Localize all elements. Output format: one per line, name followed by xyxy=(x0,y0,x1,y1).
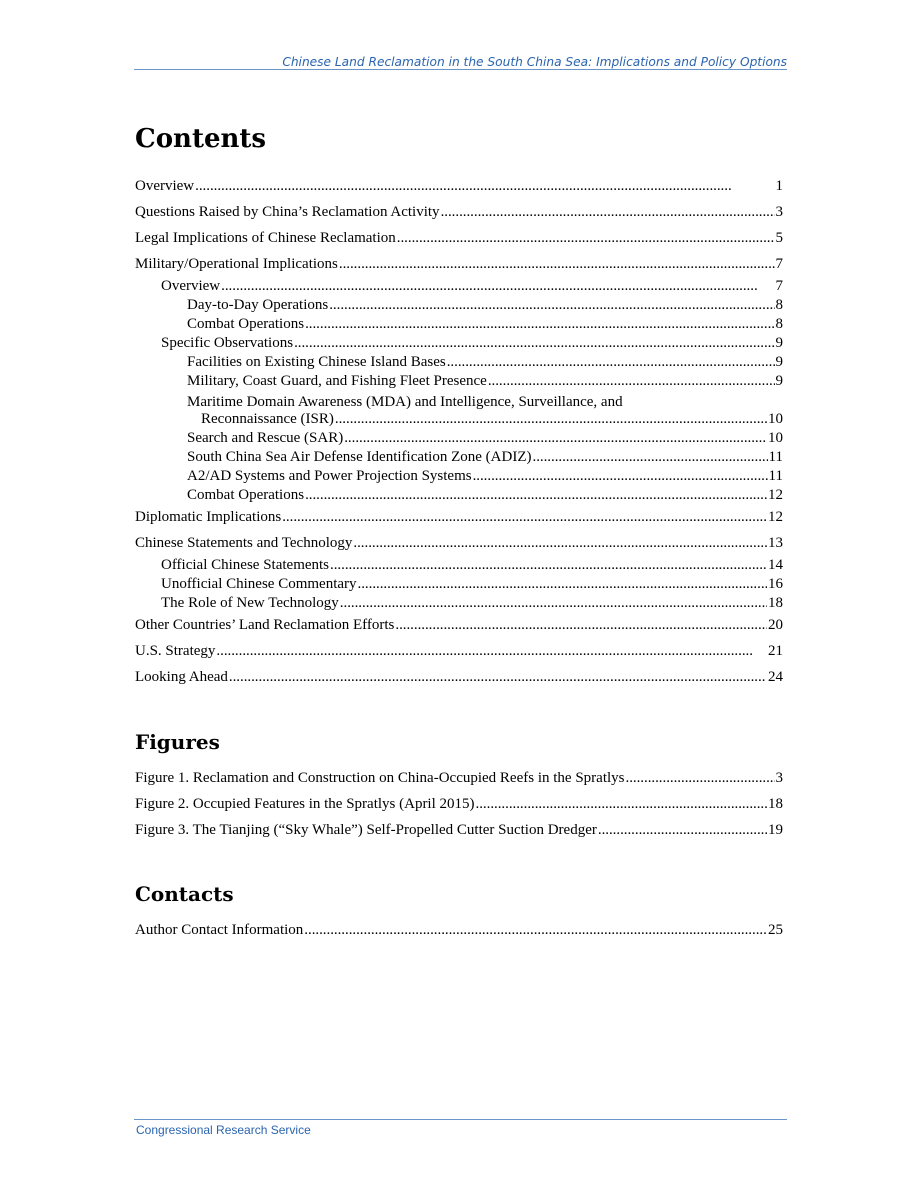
toc-entry-page: 7 xyxy=(775,256,783,272)
toc-entry-title: Combat Operations xyxy=(187,487,305,503)
running-footer: Congressional Research Service xyxy=(136,1123,311,1137)
figures-heading: Figures xyxy=(135,730,220,754)
toc-entry-page: 12 xyxy=(768,509,783,525)
toc-entry[interactable] xyxy=(135,203,783,222)
running-header: Chinese Land Reclamation in the South China Sea: Implications and Policy Options xyxy=(282,55,787,69)
toc-entry[interactable] xyxy=(187,372,783,391)
footer-rule xyxy=(134,1119,787,1120)
toc-entry-title: Diplomatic Implications xyxy=(135,509,282,525)
toc-entry-title: South China Sea Air Defense Identification Zone (ADIZ) xyxy=(187,449,532,465)
dot-leader xyxy=(330,556,767,575)
toc-entry-page: 10 xyxy=(768,411,783,427)
toc-entry[interactable] xyxy=(161,594,783,613)
toc-entry[interactable] xyxy=(135,177,783,196)
toc-entry-page: 8 xyxy=(775,316,783,332)
figure-entry-page: 19 xyxy=(768,822,783,838)
dot-leader xyxy=(229,668,767,687)
dot-leader xyxy=(294,334,774,353)
contents-heading: Contents xyxy=(135,124,267,154)
figure-entry-title: Figure 1. Reclamation and Construction on China-Occupied Reefs in the Spratlys xyxy=(135,770,625,786)
toc-entry-title[interactable]: Maritime Domain Awareness (MDA) and Intelligence, Surveillance, and xyxy=(187,394,623,410)
toc-entry-page: 9 xyxy=(775,354,783,370)
toc-entry-title: Official Chinese Statements xyxy=(161,557,330,573)
toc-entry-page: 9 xyxy=(775,335,783,351)
dot-leader xyxy=(473,467,768,486)
toc-entry[interactable] xyxy=(135,668,783,687)
toc-entry-page: 14 xyxy=(768,557,783,573)
dot-leader xyxy=(476,795,767,814)
figure-entry-title: Figure 2. Occupied Features in the Spratlys (April 2015) xyxy=(135,796,475,812)
toc-entry-title: Reconnaissance (ISR) xyxy=(201,411,334,427)
toc-entry-page: 9 xyxy=(775,373,783,389)
toc-entry[interactable] xyxy=(187,296,783,315)
toc-entry-title: Chinese Statements and Technology xyxy=(135,535,353,551)
contact-entry[interactable] xyxy=(135,921,783,940)
dot-leader xyxy=(441,203,775,222)
dot-leader xyxy=(598,821,767,840)
figure-entry-page: 3 xyxy=(775,770,783,786)
dot-leader xyxy=(335,410,767,429)
toc-entry[interactable] xyxy=(187,429,783,448)
toc-entry-title: Specific Observations xyxy=(161,335,294,351)
toc-entry-title: Day-to-Day Operations xyxy=(187,297,329,313)
dot-leader xyxy=(340,594,767,613)
toc-entry-page: 18 xyxy=(768,595,783,611)
dot-leader xyxy=(304,921,767,940)
toc-entry[interactable] xyxy=(187,448,783,467)
dot-leader xyxy=(305,486,767,505)
toc-entry[interactable] xyxy=(187,467,783,486)
dot-leader xyxy=(395,616,767,635)
toc-entry-page: 24 xyxy=(768,669,783,685)
toc-entry[interactable] xyxy=(161,556,783,575)
dot-leader xyxy=(305,315,774,334)
dot-leader xyxy=(339,255,775,274)
toc-entry-page: 10 xyxy=(768,430,783,446)
toc-entry-page: 3 xyxy=(775,204,783,220)
dot-leader xyxy=(626,769,775,788)
toc-entry-title: The Role of New Technology xyxy=(161,595,339,611)
toc-entry-title: Overview xyxy=(161,278,221,294)
figure-entry[interactable] xyxy=(135,821,783,840)
toc-entry-page: 12 xyxy=(768,487,783,503)
dot-leader xyxy=(216,642,767,661)
dot-leader xyxy=(533,448,768,467)
dot-leader xyxy=(221,277,774,296)
toc-entry-title: Overview xyxy=(135,178,195,194)
toc-entry-title: Looking Ahead xyxy=(135,669,228,685)
toc-entry-page: 20 xyxy=(768,617,783,633)
toc-entry-page: 21 xyxy=(768,643,783,659)
toc-entry[interactable] xyxy=(135,642,783,661)
dot-leader xyxy=(353,534,767,553)
toc-entry-title: Other Countries’ Land Reclamation Efforts xyxy=(135,617,395,633)
toc-entry[interactable] xyxy=(187,315,783,334)
toc-entry-page: 5 xyxy=(775,230,783,246)
dot-leader xyxy=(282,508,767,527)
toc-entry-title: A2/AD Systems and Power Projection Systems xyxy=(187,468,472,484)
toc-entry[interactable] xyxy=(161,575,783,594)
toc-entry[interactable] xyxy=(201,410,783,429)
contact-entry-title: Author Contact Information xyxy=(135,922,304,938)
toc-entry-title: Legal Implications of Chinese Reclamation xyxy=(135,230,396,246)
toc-entry-title: Combat Operations xyxy=(187,316,305,332)
toc-entry[interactable] xyxy=(135,229,783,248)
toc-entry-page: 11 xyxy=(768,449,783,465)
figure-entry[interactable] xyxy=(135,795,783,814)
contact-entry-page: 25 xyxy=(768,922,783,938)
figure-entry-page: 18 xyxy=(768,796,783,812)
toc-entry[interactable] xyxy=(135,508,783,527)
toc-entry-page: 16 xyxy=(768,576,783,592)
toc-entry[interactable] xyxy=(135,255,783,274)
toc-entry[interactable] xyxy=(161,277,783,296)
dot-leader xyxy=(358,575,767,594)
figure-entry[interactable] xyxy=(135,769,783,788)
toc-entry[interactable] xyxy=(161,334,783,353)
toc-entry-page: 8 xyxy=(775,297,783,313)
contacts-heading: Contacts xyxy=(135,882,234,906)
dot-leader xyxy=(447,353,775,372)
header-rule xyxy=(134,69,787,70)
dot-leader xyxy=(397,229,775,248)
toc-entry-title: U.S. Strategy xyxy=(135,643,216,659)
toc-entry[interactable] xyxy=(135,534,783,553)
toc-entry-title: Unofficial Chinese Commentary xyxy=(161,576,357,592)
dot-leader xyxy=(195,177,774,196)
toc-entry-page: 11 xyxy=(768,468,783,484)
figure-entry-title: Figure 3. The Tianjing (“Sky Whale”) Self-Propelled Cutter Suction Dredger xyxy=(135,822,597,838)
toc-entry[interactable] xyxy=(135,616,783,635)
dot-leader xyxy=(344,429,767,448)
toc-entry[interactable] xyxy=(187,353,783,372)
toc-entry-title: Search and Rescue (SAR) xyxy=(187,430,344,446)
dot-leader xyxy=(329,296,774,315)
toc-entry-title: Military, Coast Guard, and Fishing Fleet Presence xyxy=(187,373,487,389)
toc-entry-page: 7 xyxy=(775,278,783,294)
toc-entry-page: 13 xyxy=(768,535,783,551)
toc-entry-title: Questions Raised by China’s Reclamation Activity xyxy=(135,204,440,220)
toc-entry-page: 1 xyxy=(775,178,783,194)
dot-leader xyxy=(488,372,775,391)
toc-entry-title: Facilities on Existing Chinese Island Bases xyxy=(187,354,446,370)
toc-entry[interactable] xyxy=(187,486,783,505)
toc-entry-title: Military/Operational Implications xyxy=(135,256,338,272)
